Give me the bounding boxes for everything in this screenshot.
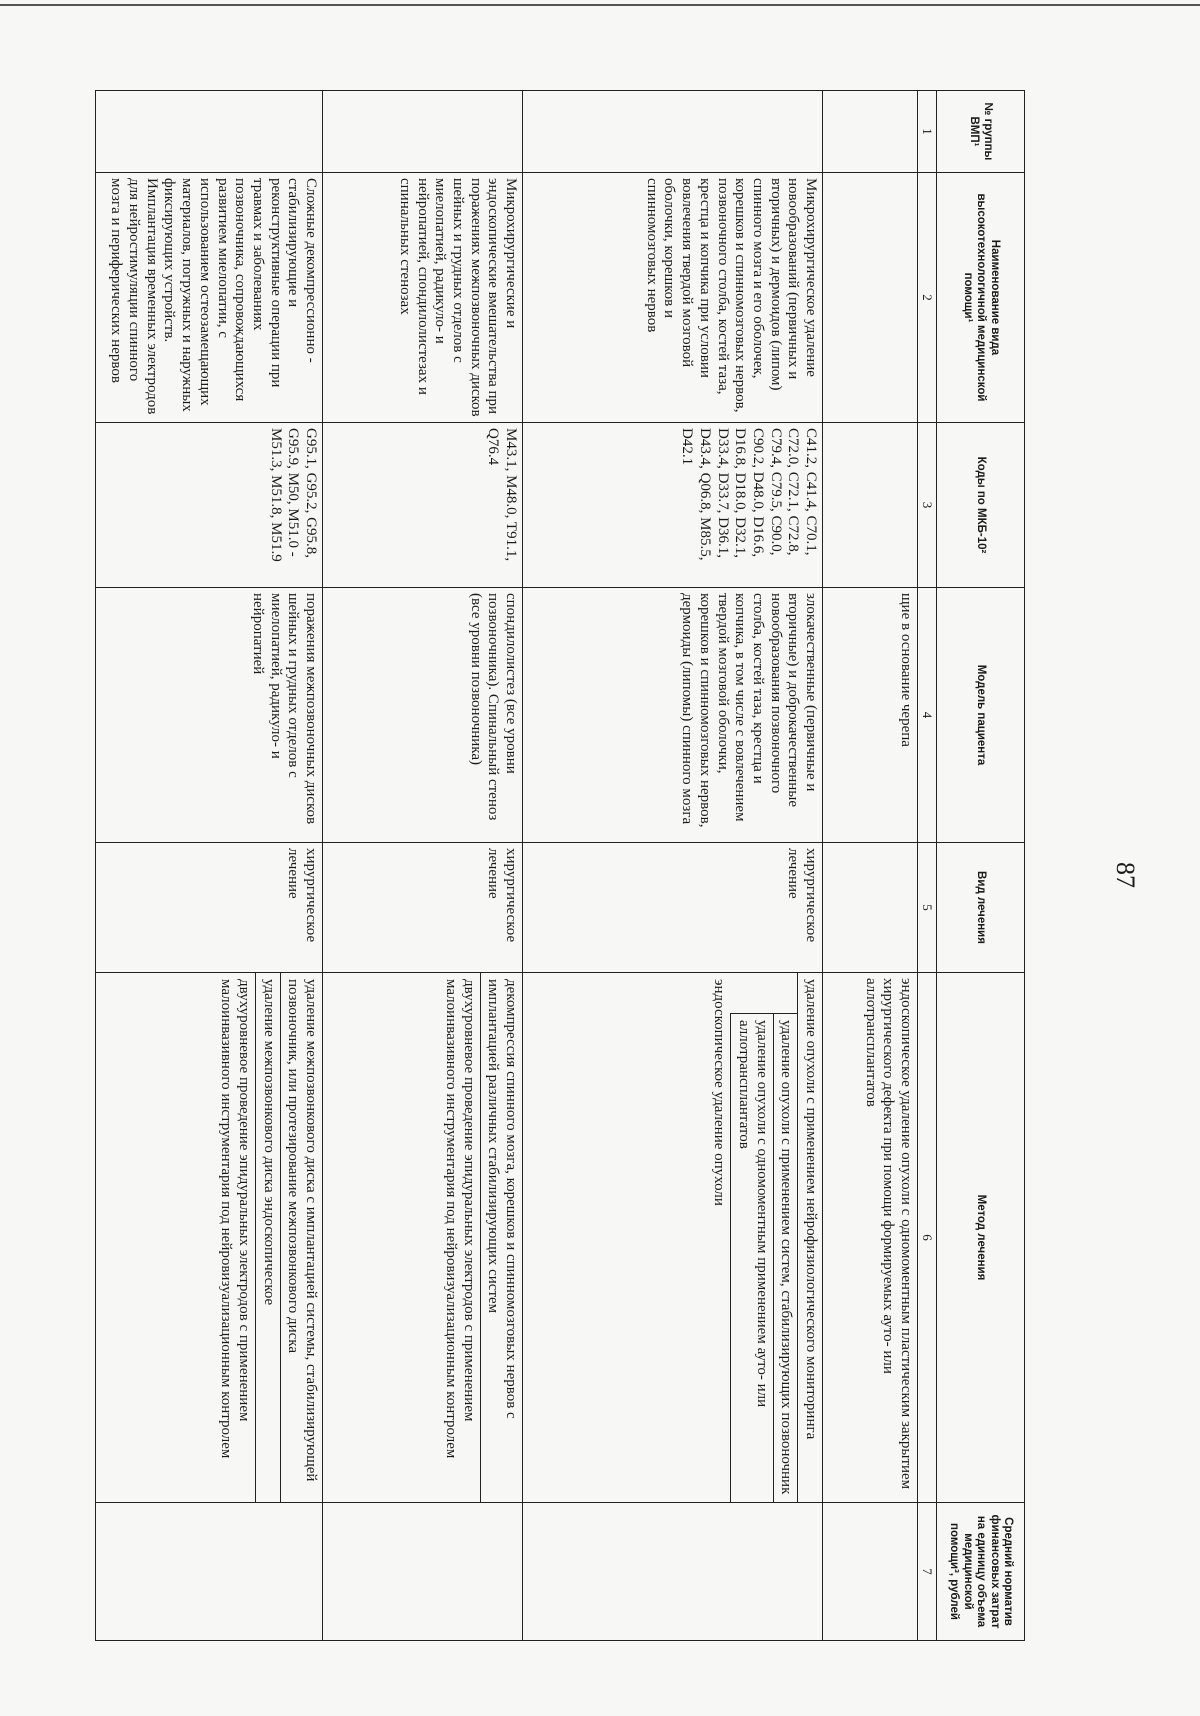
header-treatment-type: Вид лечения <box>937 843 1025 973</box>
codes-cell <box>823 423 918 588</box>
header-cost-standard: Средний норматив финансовых затрат на единицу объема медицинской помощи³, рублей <box>937 1503 1025 1641</box>
cost-cell <box>823 1503 918 1641</box>
methods-cell <box>523 973 823 1503</box>
method-cell: эндоскопическое удаление опухоли с одномоментным пластическим закрытием хирургического дефекта при помощи формируемых ауто- или аллотрансплантатов <box>823 973 918 1503</box>
method-item: удаление опухоли с применением систем, стабилизирующих позвоночник <box>773 1013 798 1502</box>
cost-cell <box>323 1503 523 1641</box>
method-item: удаление опухоли с одномоментным применением ауто- или аллотрансплантатов <box>730 1013 772 1502</box>
name-cell: Микрохирургические и эндоскопические вмешательства при поражениях межпозвоночных дисков шейных и грудных отделов с миелопатией, радикуло- и нейропатией, спондилолистезах и спинальных стенозах <box>323 173 523 423</box>
header-method: Метод лечения <box>937 973 1025 1503</box>
header-icd-codes: Коды по МКБ-10² <box>937 423 1025 588</box>
method-item: эндоскопическое удаление опухоли <box>711 979 728 1206</box>
group-cell <box>96 91 323 173</box>
name-cell <box>823 173 918 423</box>
continuation-row <box>823 91 918 1641</box>
codes-cell: C41.2, C41.4, C70.1, C72.0, C72.1, C72.8, C79.4, C79.5, C90.0, C90.2, D48.0, D16.6, D16.8, D18.0, D32.1, D33.4, D33.7, D36.1, D43.4, Q06.8, M85.5, D42.1 <box>523 423 823 588</box>
method-item: двухуровневое проведение эпидуральных электродов с применением малоинвазивного инструментария под нейровизуализационным контролем <box>442 979 477 1459</box>
top-rule <box>0 4 1200 6</box>
column-number: 4 <box>918 588 937 843</box>
methods-cell <box>323 973 523 1503</box>
codes-cell: G95.1, G95.2, G95.8, G95.9, M50, M51.0 - M51.3, M51.8, M51.9 <box>96 423 323 588</box>
table-row <box>96 91 323 1641</box>
column-number: 7 <box>918 1503 937 1641</box>
vmp-table <box>95 90 1025 1641</box>
patient-model-cell: злокачественные (первичные и вторичные) и доброкачественные новообразования позвоночного столба, костей таза, крестца и копчика, в том числе с вовлечением твердой мозговой оболочки, корешков и спинномозговых нервов, дермоиды (липомы) спинного мозга <box>523 588 823 843</box>
group-cell <box>823 91 918 173</box>
methods-cell <box>96 973 323 1503</box>
header-vmp-name: Наименование вида высокотехнологичной медицинской помощи¹ <box>937 173 1025 423</box>
treatment-cell: хирургическое лечение <box>323 843 523 973</box>
method-item: двухуровневое проведение эпидуральных электродов с применением малоинвазивного инструментария под нейровизуализационным контролем <box>218 979 252 1459</box>
rotated-page <box>95 90 1025 1640</box>
method-item: удаление межпозвонкового диска эндоскопическое <box>255 973 280 1502</box>
method-item: удаление межпозвонкового диска с имплантацией системы, стабилизирующей позвоночник, или протезирование межпозвонкового диска <box>280 973 322 1502</box>
column-number: 1 <box>918 91 937 173</box>
patient-model-cell: щие в основание черепа <box>823 588 918 843</box>
group-cell <box>323 91 523 173</box>
header-patient-model: Модель пациента <box>937 588 1025 843</box>
header-group-number: № группы ВМП¹ <box>937 91 1025 173</box>
header-row <box>937 91 1025 1641</box>
column-number-row <box>918 91 937 1641</box>
group-cell <box>523 91 823 173</box>
table-row <box>523 91 823 1641</box>
treatment-cell: хирургическое лечение <box>96 843 323 973</box>
treatment-cell <box>823 843 918 973</box>
treatment-cell: хирургическое лечение <box>523 843 823 973</box>
codes-cell: M43.1, M48.0, T91.1, Q76.4 <box>323 423 523 588</box>
column-number: 5 <box>918 843 937 973</box>
method-item: удаление опухоли с применением нейрофизиологического мониторинга <box>797 973 822 1502</box>
column-number: 2 <box>918 173 937 423</box>
patient-model-cell: поражения межпозвоночных дисков шейных и грудных отделов с миелопатией, радикуло- и нейропатией <box>96 588 323 843</box>
table-row <box>323 91 523 1641</box>
cost-cell <box>523 1503 823 1641</box>
column-number: 6 <box>918 973 937 1503</box>
cost-cell <box>96 1503 323 1641</box>
name-cell: Сложные декомпрессионно - стабилизирующие и реконструктивные операции при травмах и заболеваниях позвоночника, сопровождающихся развитием миелопатии, с использованием остеозамещающих материалов, погружных и наружных фиксирующих устройств. Имплантация временных электродов для нейростимуляции спинного мозга и периферических нервов <box>96 173 323 423</box>
name-cell: Микрохирургическое удаление новообразований (первичных и вторичных) и дермоидов (липом) спинного мозга и его оболочек, корешков и спинномозговых нервов, позвоночного столба, костей таза, крестца и копчика при условии вовлечения твердой мозговой оболочки, корешков и спинномозговых нервов <box>523 173 823 423</box>
patient-model-cell: спондилолистез (все уровни позвоночника). Спинальный стеноз (все уровни позвоночника) <box>323 588 523 843</box>
page-number: 87 <box>1111 862 1140 888</box>
column-number: 3 <box>918 423 937 588</box>
method-item: декомпрессия спинного мозга, корешков и спинномозговых нервов с имплантацией различных стабилизирующих систем <box>480 973 522 1502</box>
